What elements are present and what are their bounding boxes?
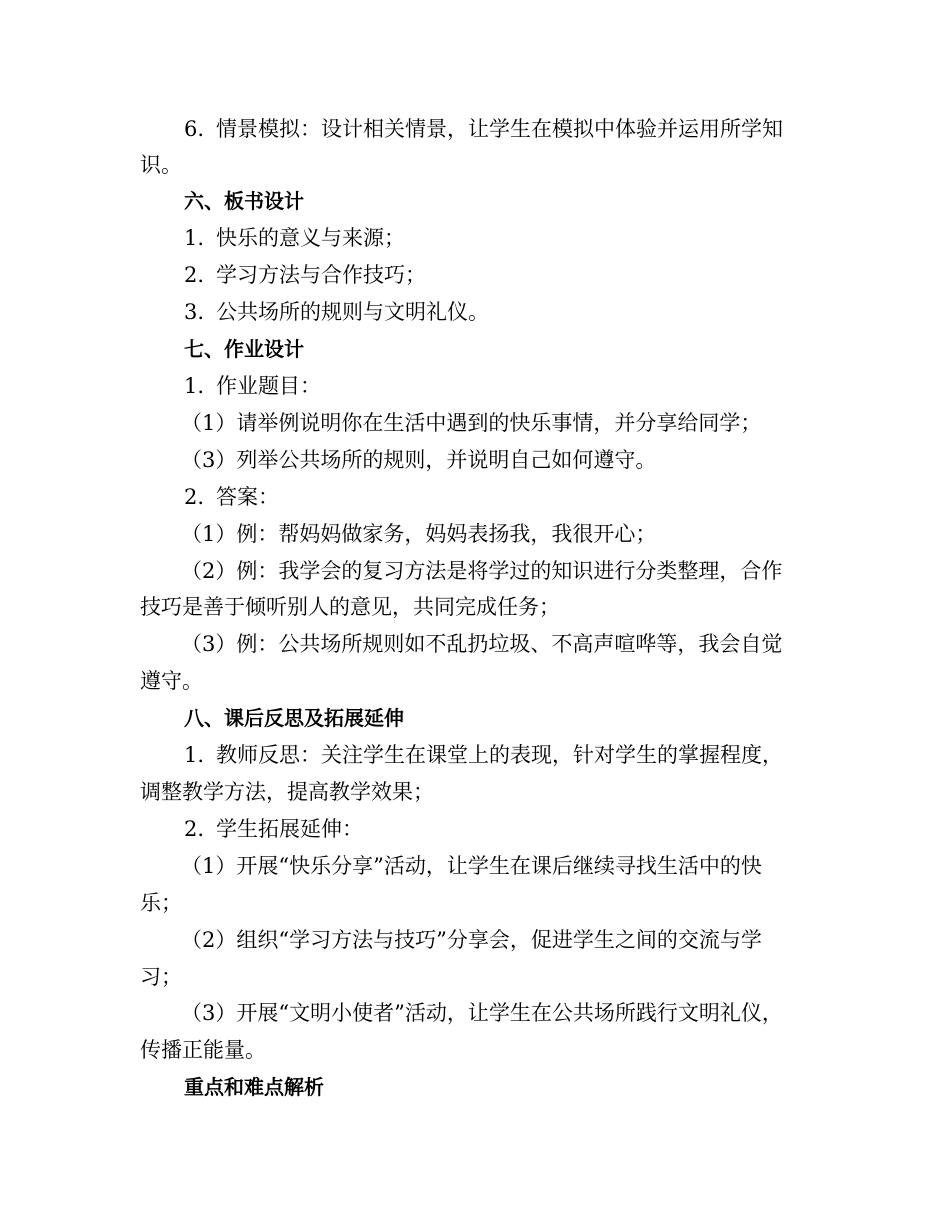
list-number: 1. (184, 374, 205, 398)
list-item (184, 482, 279, 512)
section-heading (184, 1072, 324, 1102)
paragraph-line (184, 114, 783, 144)
paragraph-line (140, 150, 182, 180)
line-text: 识。 (140, 153, 182, 177)
line-text: 学生拓展延伸： (216, 817, 364, 841)
list-item (184, 814, 363, 844)
line-text: 快乐的意义与来源； (216, 226, 406, 250)
line-text: 作业题目： (216, 374, 322, 398)
list-item (184, 223, 405, 253)
line-text: 传播正能量。 (140, 1038, 266, 1062)
list-number: 2. (184, 485, 205, 509)
list-number: 2. (184, 817, 205, 841)
list-item (184, 297, 489, 327)
section-heading (184, 703, 404, 733)
line-text: （1）请举例说明你在生活中遇到的快乐事情，并分享给同学； (181, 411, 762, 435)
list-item (184, 260, 426, 290)
list-number: 2. (184, 263, 205, 287)
line-text: （3）开展“文明小使者”活动，让学生在公共场所践行文明礼仪， (181, 1001, 783, 1025)
list-number: 1. (184, 226, 205, 250)
list-number: 6. (184, 117, 205, 141)
line-text: 教师反思：关注学生在课堂上的表现，针对学生的掌握程度， (216, 743, 784, 767)
line-text: 公共场所的规则与文明礼仪。 (216, 300, 490, 324)
line-text: （1）例：帮妈妈做家务，妈妈表扬我，我很开心； (181, 522, 657, 546)
line-text: 调整教学方法，提高教学效果； (140, 780, 434, 804)
section-heading (184, 186, 304, 216)
list-item (181, 998, 783, 1028)
heading-text: 重点和难点解析 (184, 1075, 324, 1099)
heading-text: 六、板书设计 (184, 189, 304, 213)
paragraph-line (140, 888, 182, 918)
paragraph-line (140, 592, 560, 622)
line-text: （3）列举公共场所的规则，并说明自己如何遵守。 (181, 448, 657, 472)
heading-text: 八、课后反思及拓展延伸 (184, 706, 404, 730)
list-item (184, 740, 783, 770)
list-item (181, 925, 762, 955)
list-number: 1. (184, 743, 205, 767)
list-item (181, 629, 782, 659)
section-heading (184, 334, 304, 364)
list-item (181, 519, 656, 549)
line-text: （2）例：我学会的复习方法是将学过的知识进行分类整理，合作 (181, 559, 783, 583)
line-text: 情景模拟：设计相关情景，让学生在模拟中体验并运用所学知 (216, 117, 784, 141)
list-item (181, 408, 761, 438)
line-text: 学习方法与合作技巧； (216, 263, 427, 287)
line-text: （2）组织“学习方法与技巧”分享会，促进学生之间的交流与学 (181, 928, 762, 952)
list-item (181, 851, 762, 881)
paragraph-line (140, 1035, 266, 1065)
list-item (181, 556, 782, 586)
line-text: 习； (140, 965, 182, 989)
line-text: 答案： (216, 485, 280, 509)
line-text: 遵守。 (140, 669, 203, 693)
list-item (181, 445, 656, 475)
paragraph-line (140, 666, 203, 696)
paragraph-line (140, 777, 434, 807)
line-text: 乐； (140, 891, 182, 915)
line-text: （3）例：公共场所规则如不乱扔垃圾、不高声喧哗等，我会自觉 (181, 632, 783, 656)
line-text: （1）开展“快乐分享”活动，让学生在课后继续寻找生活中的快 (181, 854, 762, 878)
list-item (184, 371, 321, 401)
paragraph-line (140, 962, 182, 992)
heading-text: 七、作业设计 (184, 337, 304, 361)
list-number: 3. (184, 300, 205, 324)
line-text: 技巧是善于倾听别人的意见，共同完成任务； (140, 595, 560, 619)
